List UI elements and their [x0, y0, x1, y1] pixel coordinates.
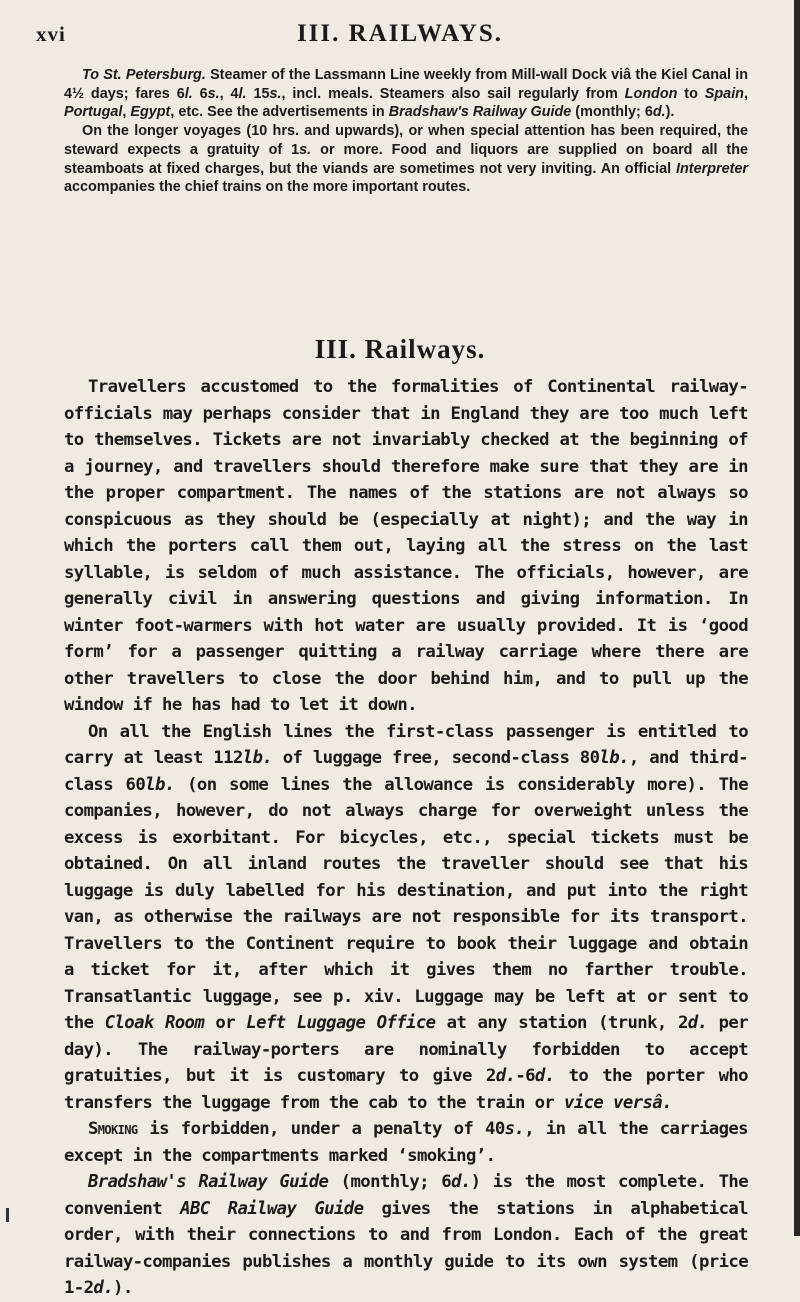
italic-text: Left Luggage Office — [246, 1013, 436, 1033]
italic-text: d. — [495, 1066, 516, 1086]
text-run: 15 — [246, 85, 270, 102]
text-run: accompanies the chief trains on the more important routes. — [64, 179, 471, 196]
text-run: gives the stations in alphabetical order, with their connections to and from London. Each of the great railway-companies publishes a monthly guide to its own system (price 1-2 — [64, 1198, 748, 1298]
text-run: per day). The railway-porters are nominally forbidden to accept gratuities, but it is customary to give 2 — [64, 1013, 749, 1086]
italic-text: Cloak Room — [104, 1013, 205, 1033]
steamer-paragraph — [64, 66, 748, 122]
text-run: to — [677, 85, 705, 102]
text-run: (monthly; 6 — [571, 104, 653, 121]
page-edge — [794, 0, 800, 1236]
text-run: at any station (trunk, 2 — [435, 1013, 688, 1033]
italic-text: Interpreter — [676, 160, 748, 177]
page-header — [0, 18, 800, 58]
text-run: On the longer voyages (10 hrs. and upwards), or when special attention has been required, the steward expects a gratuity of 1 — [64, 123, 748, 158]
text-run: , incl. meals. Steamers also sail regularly from — [281, 85, 625, 102]
italic-text: s. — [269, 85, 282, 102]
italic-text: d. — [534, 1066, 555, 1086]
text-run: Travellers accustomed to the formalities of Continental railway-officials may perhaps consider that in England they are too much left to themselves. Tickets are not invariably checked at the beginning of a journey, and travellers should therefore make sure that they are in the proper compartment. The names of the stations are not always so conspicuous as they should be (especially at night); and the way in which the porters call them out, laying all the stress on the last syllable, is seldom of much assistance. The officials, however, are generally civil in answering questions and giving information. In winter foot-warmers with hot water are usually provided. It is ‘good form’ for a passenger quitting a railway carriage where there are other travellers to close the door behind him, and to pull up the window if he has had to let it down. — [64, 377, 748, 715]
running-title: III. RAILWAYS. — [296, 20, 504, 47]
text-run: , — [743, 85, 748, 102]
italic-text: lb. — [599, 748, 629, 768]
italic-text: Portugal — [64, 104, 123, 121]
section-title: III. Railways. — [314, 334, 486, 364]
text-run: ). — [665, 104, 675, 121]
text-run: to the porter who transfers the luggage from the cab to the train or — [64, 1066, 748, 1113]
italic-text: d. — [93, 1278, 114, 1298]
text-run: ) is the most complete. The convenient — [64, 1172, 748, 1219]
smoking-paragraph — [64, 1116, 748, 1169]
text-run: -6 — [515, 1066, 535, 1086]
text-run: is forbidden, under a penalty of 40 — [137, 1119, 505, 1139]
italic-text: d. — [451, 1172, 471, 1192]
luggage-paragraph — [64, 719, 748, 1117]
text-run: (monthly; 6 — [328, 1172, 452, 1192]
text-run: , etc. See the advertisements in — [170, 104, 389, 121]
text-run: or — [204, 1013, 247, 1033]
italic-text: vice versâ. — [564, 1092, 672, 1113]
italic-text: lb. — [145, 774, 175, 795]
italic-text: Spain — [704, 85, 744, 102]
italic-text: s. — [299, 141, 312, 158]
text-run: ). — [113, 1278, 133, 1298]
italic-text: d. — [652, 104, 666, 121]
italic-text: s. — [207, 85, 220, 102]
corner-mark — [6, 1208, 19, 1222]
formalities-paragraph — [64, 374, 748, 719]
italic-text: l. — [184, 85, 193, 102]
small-caps-text: Smoking — [88, 1119, 138, 1139]
text-run: 6 — [192, 85, 208, 102]
text-run: of luggage free, second-class 80 — [272, 748, 600, 768]
text-run: or more. Food and liquors are supplied on board all the steamboats at fixed charges, but the viands are sometimes not very inviting. An official — [64, 141, 748, 177]
italic-text: To St. Petersburg. — [82, 67, 206, 83]
italic-text: d. — [687, 1013, 708, 1033]
text-run: (on some lines the allowance is considerably more). The companies, however, do not always charge for overweight unless the excess is exorbitant. For bicycles, etc., special tickets must be obtained. On all inland routes the traveller should see that his luggage is duly labelled for his destination, and put into the right van, as otherwise the railways are not responsible for its transport. Travellers to the Continent require to book their luggage and obtain a ticket for it, after which it gives them no farther trouble. Transatlantic luggage, see p. xiv. Luggage may be left at or sent to the — [64, 774, 748, 1033]
italic-text: Bradshaw's Railway Guide — [388, 104, 572, 121]
steamer-note — [64, 66, 748, 197]
text-run: Steamer of the Lassmann Line weekly from Mill-wall Dock viâ the Kiel Canal in 4½ days; fares 6 — [64, 67, 748, 102]
page-number: xvi — [36, 22, 66, 46]
text-run: , 4 — [219, 85, 239, 102]
steward-paragraph — [64, 122, 748, 197]
italic-text: London — [624, 85, 678, 102]
text-run: , in all the carriages except in the compartments marked ‘smoking’. — [64, 1119, 748, 1166]
section-body — [64, 374, 748, 1302]
guides-paragraph — [64, 1169, 748, 1302]
italic-text: lb. — [242, 748, 273, 768]
italic-text: s. — [504, 1119, 525, 1139]
italic-text: Egypt — [130, 104, 171, 121]
text-run: , — [122, 104, 131, 121]
italic-text: ABC Railway Guide — [180, 1198, 364, 1219]
italic-text: Bradshaw's Railway Guide — [88, 1172, 329, 1192]
text-run: , and third-class 60 — [64, 748, 748, 795]
text-run: On all the English lines the first-class passenger is entitled to carry at least 112 — [64, 721, 748, 768]
italic-text: l. — [238, 85, 247, 102]
